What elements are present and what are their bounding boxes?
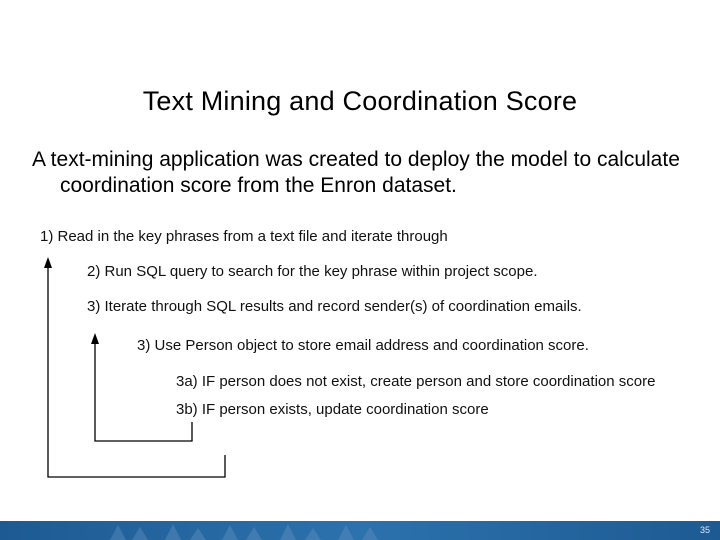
- step-1-read-key-phrases: 1) Read in the key phrases from a text file and iterate through: [40, 228, 448, 245]
- step-3b-person-exists: 3b) IF person exists, update coordination score: [176, 401, 489, 418]
- outer-loop-arrow: [44, 257, 225, 477]
- footer-bar: [0, 521, 720, 540]
- page-number: 35: [699, 525, 710, 535]
- step-3a-person-not-exist: 3a) IF person does not exist, create person and store coordination score: [176, 373, 656, 390]
- step-2-run-sql-query: 2) Run SQL query to search for the key phrase within project scope.: [87, 263, 538, 280]
- step-3-use-person-object: 3) Use Person object to store email address and coordination score.: [137, 337, 589, 354]
- slide-title: Text Mining and Coordination Score: [142, 86, 578, 116]
- footer-decorative-pattern: [0, 521, 720, 540]
- intro-paragraph: A text-mining application was created to deploy the model to calculate coordination score from the Enron dataset.: [32, 148, 680, 197]
- step-3-iterate-sql-results: 3) Iterate through SQL results and record sender(s) of coordination emails.: [87, 298, 582, 315]
